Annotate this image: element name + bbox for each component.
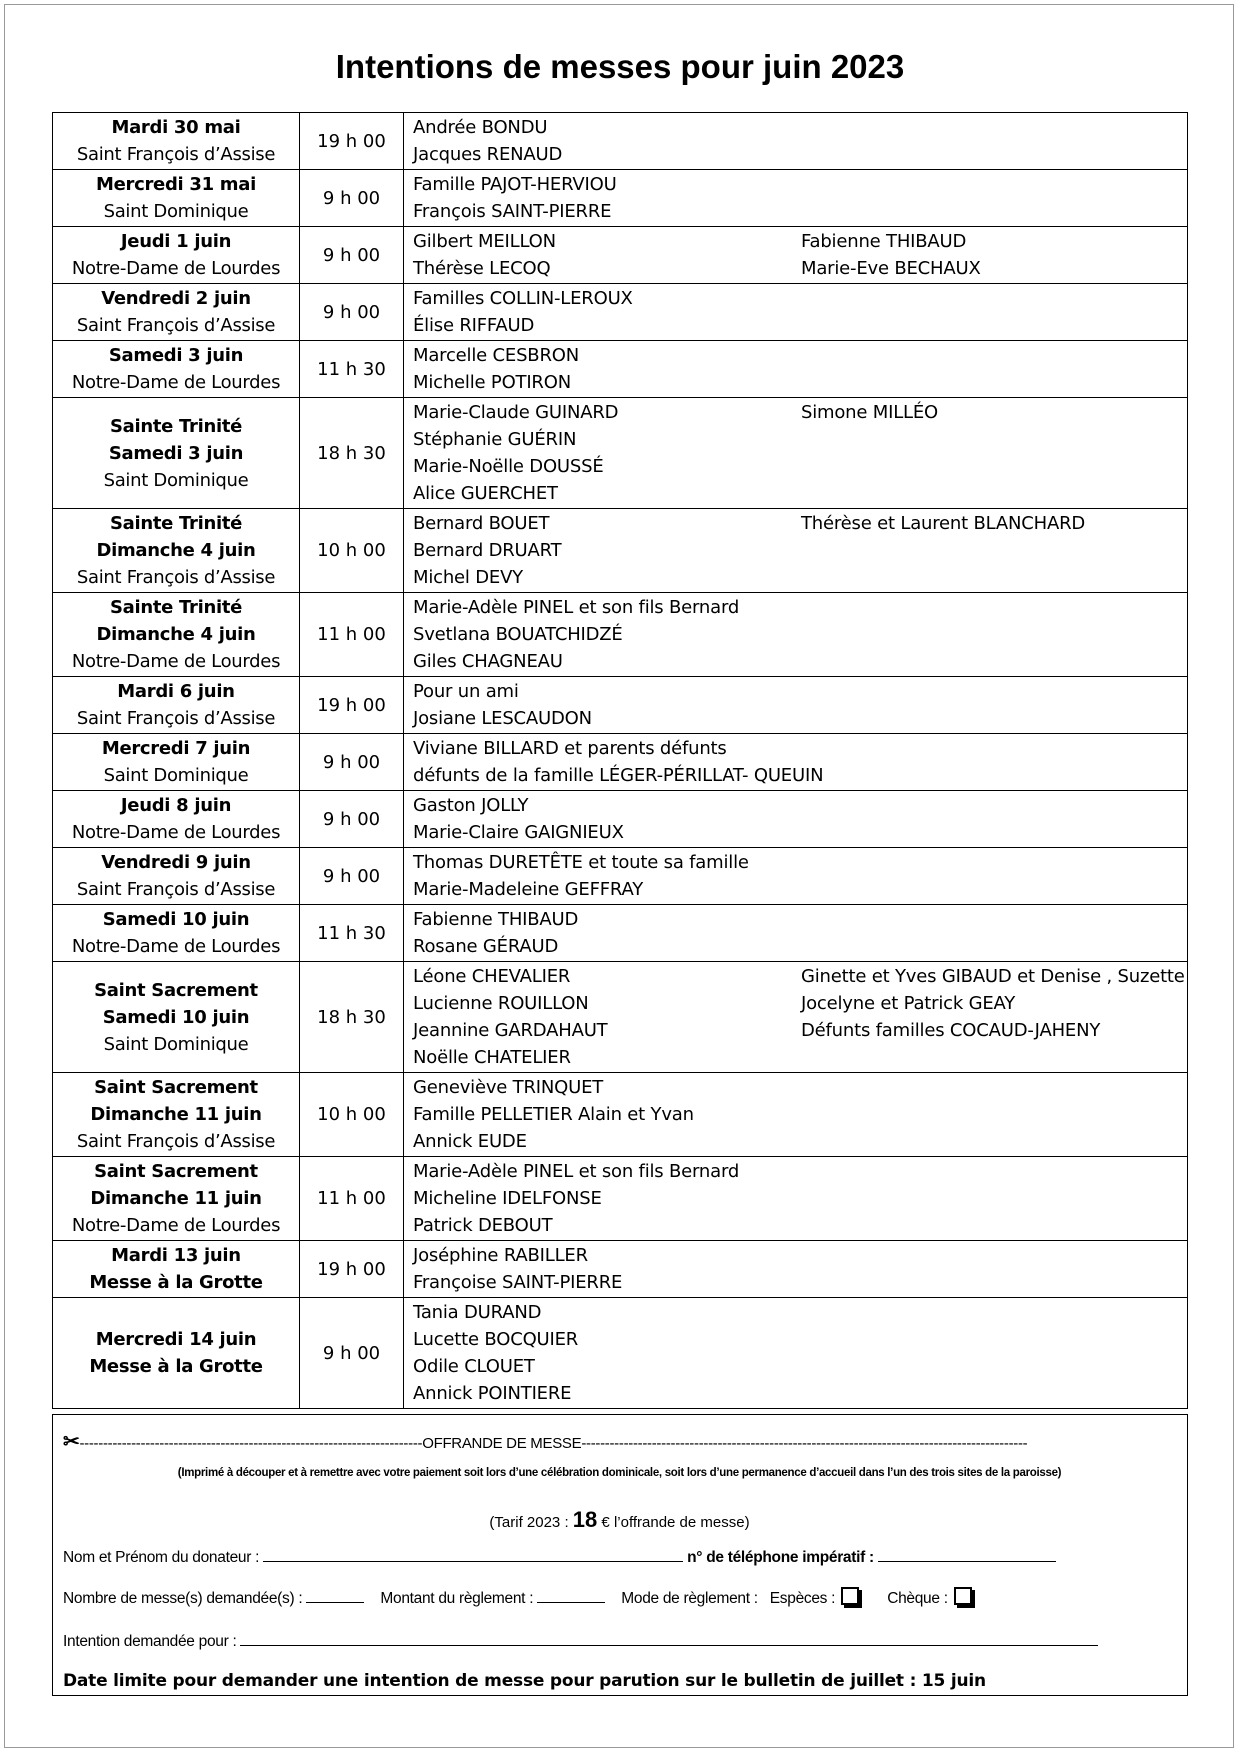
intention-name: Marie-Madeleine GEFFRAY <box>413 879 643 900</box>
mass-row <box>53 398 1188 509</box>
intention-name <box>801 705 1187 732</box>
intention-name: Thérèse et Laurent BLANCHARD <box>801 513 1086 534</box>
intention-name: Marie-Noëlle DOUSSÉ <box>413 456 604 477</box>
mass-church: Notre-Dame de Lourdes <box>71 372 281 393</box>
cash-checkbox[interactable] <box>841 1587 859 1605</box>
intentions-grid <box>404 510 1187 591</box>
intention-name <box>801 1074 1187 1101</box>
mass-day-cell <box>53 791 300 848</box>
mass-row <box>53 284 1188 341</box>
intention-name: Rosane GÉRAUD <box>413 936 559 957</box>
intention-name <box>801 1101 1187 1128</box>
intention-name: Giles CHAGNEAU <box>413 651 563 672</box>
mass-intentions-cell <box>404 1073 1188 1157</box>
mass-time: 10 h 00 <box>300 509 404 593</box>
donor-field[interactable] <box>263 1547 683 1562</box>
intentions-grid <box>404 1299 1187 1407</box>
intention-name: Famille PAJOT-HERVIOU <box>413 174 617 195</box>
mass-time: 9 h 00 <box>300 734 404 791</box>
tarif-prefix: (Tarif 2023 : <box>489 1514 573 1531</box>
mass-row <box>53 734 1188 791</box>
intention-name: Annick EUDE <box>413 1131 527 1152</box>
mass-day-label: Dimanche 4 juin <box>96 624 256 645</box>
mass-time: 9 h 00 <box>300 227 404 284</box>
mass-church: Saint François d’Assise <box>76 144 276 165</box>
cut-line-left: ------------------------------------------------------------------------- <box>79 1435 423 1452</box>
mass-row <box>53 593 1188 677</box>
mass-time: 11 h 00 <box>300 1157 404 1241</box>
intention-name: Fabienne THIBAUD <box>801 231 967 252</box>
phone-field[interactable] <box>878 1547 1056 1562</box>
mass-row <box>53 1157 1188 1241</box>
mass-day-label: Saint Sacrement <box>94 1161 258 1182</box>
mass-day-label: Mercredi 31 mai <box>96 174 256 195</box>
mass-day-cell <box>53 113 300 170</box>
deadline-notice: Date limite pour demander une intention de messe pour parution sur le bulletin de juillet : 15 juin <box>63 1671 986 1691</box>
mass-day-label: Jeudi 1 juin <box>120 231 232 252</box>
tarif-amount: 18 <box>572 1507 598 1532</box>
intention-name: Marie-Claire GAIGNIEUX <box>413 822 624 843</box>
intention-name: Bernard DRUART <box>413 540 562 561</box>
mass-day-label: Mercredi 7 juin <box>101 738 251 759</box>
mass-day-cell <box>53 1241 300 1298</box>
cut-line-right: ----------------------------------------------------------------------------------------------- <box>581 1435 1028 1452</box>
mass-row <box>53 227 1188 284</box>
intentions-grid <box>404 342 1187 396</box>
intention-name: Marie-Claude GUINARD <box>413 402 619 423</box>
mass-row <box>53 113 1188 170</box>
mass-time: 9 h 00 <box>300 170 404 227</box>
mass-day-cell <box>53 227 300 284</box>
mass-row <box>53 341 1188 398</box>
intention-name: Michelle POTIRON <box>413 372 571 393</box>
intention-name <box>801 594 1187 621</box>
intention-field[interactable] <box>240 1631 1098 1646</box>
mass-day-cell <box>53 170 300 227</box>
intention-name: Lucette BOCQUIER <box>413 1329 579 1350</box>
mass-day-label: Sainte Trinité <box>109 415 243 437</box>
intention-name <box>801 849 1187 876</box>
intention-name <box>801 312 1187 339</box>
mass-church: Saint François d’Assise <box>76 708 276 729</box>
mass-count-field[interactable] <box>306 1588 364 1603</box>
intention-name: Svetlana BOUATCHIDZÉ <box>413 624 623 645</box>
intention-name: Pour un ami <box>413 681 519 702</box>
mass-day-cell <box>53 593 300 677</box>
mass-day-label: Saint Sacrement <box>94 1077 258 1098</box>
intention-name <box>801 564 1187 591</box>
mass-intentions-cell <box>404 1241 1188 1298</box>
intention-name <box>801 141 1187 168</box>
intention-name <box>801 1212 1187 1239</box>
mass-intentions-cell <box>404 341 1188 398</box>
mass-day-label: Mardi 13 juin <box>111 1245 241 1266</box>
intention-name: Ginette et Yves GIBAUD et Denise , Suzette <box>801 966 1185 987</box>
intention-name: Marie-Eve BECHAUX <box>801 258 981 279</box>
amount-label: Montant du règlement : <box>380 1590 534 1607</box>
intention-name <box>801 735 1187 762</box>
intention-name <box>801 1242 1187 1269</box>
cash-label: Espèces : <box>769 1590 836 1607</box>
intention-name: Françoise SAINT-PIERRE <box>413 1272 623 1293</box>
intention-name <box>801 453 1187 480</box>
intention-name: Familles COLLIN-LEROUX <box>413 288 633 309</box>
mass-row <box>53 170 1188 227</box>
payment-mode-label: Mode de règlement : <box>621 1590 758 1607</box>
intentions-grid <box>404 1074 1187 1155</box>
offering-form <box>52 1414 1188 1696</box>
mass-day-cell <box>53 341 300 398</box>
intentions-grid <box>404 849 1187 903</box>
mass-church: Notre-Dame de Lourdes <box>71 936 281 957</box>
intention-name: Gilbert MEILLON <box>413 231 556 252</box>
intentions-grid <box>404 228 1187 282</box>
scissors-icon: ✂ <box>63 1431 80 1453</box>
intention-name <box>801 369 1187 396</box>
intention-name: Tania DURAND <box>413 1302 542 1323</box>
mass-row <box>53 509 1188 593</box>
form-instructions: (Imprimé à découper et à remettre avec votre paiement soit lors d’une célébration dominicale, soit lors d’une permanence d’accueil dans l’un des trois sites de la paroisse) <box>177 1467 1062 1479</box>
mass-day-label: Jeudi 8 juin <box>120 795 232 816</box>
intention-name <box>801 648 1187 675</box>
mass-time: 19 h 00 <box>300 113 404 170</box>
mass-church: Saint Dominique <box>103 469 249 491</box>
intention-name: Thomas DURETÊTE et toute sa famille <box>413 852 749 873</box>
intention-name: Élise RIFFAUD <box>413 315 535 336</box>
intention-name: Jocelyne et Patrick GEAY <box>801 993 1016 1014</box>
mass-church: Messe à la Grotte <box>89 1356 263 1377</box>
intention-name <box>801 1044 1187 1071</box>
form-tarif <box>53 1507 1186 1533</box>
intention-name: défunts de la famille LÉGER-PÉRILLAT- QUEUIN <box>413 765 824 786</box>
intention-name <box>801 1128 1187 1155</box>
intentions-grid <box>404 285 1187 339</box>
intentions-grid <box>404 171 1187 225</box>
mass-day-label: Sainte Trinité <box>109 513 243 534</box>
mass-day-label: Saint Sacrement <box>94 979 258 1001</box>
mass-day-cell <box>53 734 300 791</box>
page-title: Intentions de messes pour juin 2023 <box>335 48 905 85</box>
intention-name: Geneviève TRINQUET <box>413 1077 604 1098</box>
mass-time: 9 h 00 <box>300 791 404 848</box>
mass-day-cell <box>53 1073 300 1157</box>
mass-row <box>53 1241 1188 1298</box>
amount-field[interactable] <box>537 1588 605 1603</box>
mass-church: Saint François d’Assise <box>76 879 276 900</box>
mass-church: Saint François d’Assise <box>76 315 276 336</box>
mass-row <box>53 848 1188 905</box>
intention-name: François SAINT-PIERRE <box>413 201 612 222</box>
intention-name <box>801 906 1187 933</box>
intentions-grid <box>404 114 1187 168</box>
intention-name: Jacques RENAUD <box>413 144 563 165</box>
mass-time: 11 h 00 <box>300 593 404 677</box>
intention-name: Jeannine GARDAHAUT <box>413 1020 608 1041</box>
mass-day-label: Dimanche 4 juin <box>96 540 256 561</box>
mass-row <box>53 1073 1188 1157</box>
intention-name <box>801 285 1187 312</box>
intention-name: Marcelle CESBRON <box>413 345 579 366</box>
mass-church: Saint François d’Assise <box>76 1131 276 1152</box>
intention-name: Léone CHEVALIER <box>413 966 571 987</box>
mass-day-cell <box>53 962 300 1073</box>
intention-name: Marie-Adèle PINEL et son fils Bernard <box>413 1161 740 1182</box>
intention-name: Alice GUERCHET <box>413 483 558 504</box>
intention-label: Intention demandée pour : <box>63 1633 237 1650</box>
intention-name: Odile CLOUET <box>413 1356 535 1377</box>
intention-name: Micheline IDELFONSE <box>413 1188 602 1209</box>
cut-line <box>63 1429 1173 1454</box>
mass-time: 19 h 00 <box>300 1241 404 1298</box>
intention-name <box>801 792 1187 819</box>
intention-row <box>63 1631 1098 1651</box>
mass-day-label: Dimanche 11 juin <box>90 1188 262 1209</box>
mass-day-label: Vendredi 9 juin <box>101 852 251 873</box>
intention-name <box>801 1158 1187 1185</box>
mass-day-cell <box>53 1157 300 1241</box>
intentions-grid <box>404 1158 1187 1239</box>
mass-day-label: Samedi 10 juin <box>102 1006 250 1028</box>
mass-row <box>53 905 1188 962</box>
mass-day-cell <box>53 1298 300 1409</box>
intention-name: Bernard BOUET <box>413 513 550 534</box>
payment-row <box>63 1587 972 1608</box>
intention-name <box>801 762 1187 789</box>
mass-intentions-cell <box>404 677 1188 734</box>
mass-church: Saint François d’Assise <box>76 567 276 588</box>
mass-intentions-cell <box>404 1157 1188 1241</box>
mass-day-label: Mercredi 14 juin <box>95 1329 257 1350</box>
mass-intentions-cell <box>404 905 1188 962</box>
mass-time: 11 h 30 <box>300 905 404 962</box>
intentions-grid <box>404 399 1187 507</box>
mass-day-label: Samedi 3 juin <box>108 442 244 464</box>
intentions-grid <box>404 792 1187 846</box>
mass-church: Notre-Dame de Lourdes <box>71 822 281 843</box>
mass-row <box>53 1298 1188 1409</box>
intention-name: Josiane LESCAUDON <box>413 708 592 729</box>
intention-name <box>801 876 1187 903</box>
intention-name: Andrée BONDU <box>413 117 548 138</box>
mass-row <box>53 791 1188 848</box>
mass-intentions-cell <box>404 113 1188 170</box>
mass-schedule-table <box>52 112 1188 1409</box>
mass-day-label: Vendredi 2 juin <box>101 288 251 309</box>
mass-church: Messe à la Grotte <box>89 1272 263 1293</box>
intention-name: Simone MILLÉO <box>801 402 939 423</box>
mass-day-cell <box>53 284 300 341</box>
mass-intentions-cell <box>404 1298 1188 1409</box>
mass-intentions-cell <box>404 962 1188 1073</box>
mass-intentions-cell <box>404 791 1188 848</box>
intention-name: Stéphanie GUÉRIN <box>413 429 577 450</box>
mass-count-label: Nombre de messe(s) demandée(s) : <box>63 1590 303 1607</box>
mass-church: Saint Dominique <box>103 765 249 786</box>
intention-name: Lucienne ROUILLON <box>413 993 589 1014</box>
intentions-grid <box>404 735 1187 789</box>
intention-name <box>801 342 1187 369</box>
intention-name <box>801 1185 1187 1212</box>
cheque-checkbox[interactable] <box>954 1587 972 1605</box>
intention-name: Noëlle CHATELIER <box>413 1047 571 1068</box>
intentions-grid <box>404 963 1187 1071</box>
cheque-label: Chèque : <box>887 1590 948 1607</box>
intention-name: Patrick DEBOUT <box>413 1215 553 1236</box>
intention-name: Famille PELLETIER Alain et Yvan <box>413 1104 694 1125</box>
intention-name: Michel DEVY <box>413 567 523 588</box>
mass-time: 9 h 00 <box>300 848 404 905</box>
intention-name <box>801 1380 1187 1407</box>
intention-name <box>801 1326 1187 1353</box>
mass-intentions-cell <box>404 509 1188 593</box>
mass-church: Notre-Dame de Lourdes <box>71 651 281 672</box>
tarif-suffix: € l’offrande de messe) <box>597 1514 750 1531</box>
mass-day-label: Sainte Trinité <box>109 597 243 618</box>
mass-day-label: Dimanche 11 juin <box>90 1104 262 1125</box>
intention-name: Annick POINTIERE <box>413 1383 572 1404</box>
mass-day-label: Samedi 3 juin <box>108 345 244 366</box>
intentions-grid <box>404 594 1187 675</box>
intentions-grid <box>404 678 1187 732</box>
mass-row <box>53 962 1188 1073</box>
intention-name: Joséphine RABILLER <box>413 1245 588 1266</box>
mass-intentions-cell <box>404 284 1188 341</box>
intention-name <box>801 1269 1187 1296</box>
donor-row <box>63 1547 1056 1567</box>
mass-time: 9 h 00 <box>300 1298 404 1409</box>
cut-line-title: OFFRANDE DE MESSE <box>422 1435 582 1452</box>
mass-row <box>53 677 1188 734</box>
mass-time: 9 h 00 <box>300 284 404 341</box>
intention-name <box>801 819 1187 846</box>
intention-name <box>801 114 1187 141</box>
mass-time: 11 h 30 <box>300 341 404 398</box>
mass-day-cell <box>53 398 300 509</box>
mass-church: Saint Dominique <box>103 201 249 222</box>
intention-name: Fabienne THIBAUD <box>413 909 579 930</box>
mass-schedule-body <box>53 113 1188 1409</box>
mass-intentions-cell <box>404 848 1188 905</box>
mass-time: 10 h 00 <box>300 1073 404 1157</box>
intention-name <box>801 537 1187 564</box>
mass-day-label: Mardi 6 juin <box>117 681 235 702</box>
mass-intentions-cell <box>404 227 1188 284</box>
mass-day-cell <box>53 848 300 905</box>
intention-name <box>801 426 1187 453</box>
intentions-grid <box>404 1242 1187 1296</box>
intention-name: Thérèse LECOQ <box>413 258 551 279</box>
intention-name <box>801 621 1187 648</box>
donor-label: Nom et Prénom du donateur : <box>63 1549 260 1566</box>
intention-name <box>801 198 1187 225</box>
intention-name <box>801 1353 1187 1380</box>
mass-day-label: Samedi 10 juin <box>102 909 250 930</box>
intention-name <box>801 171 1187 198</box>
intention-name: Marie-Adèle PINEL et son fils Bernard <box>413 597 740 618</box>
mass-intentions-cell <box>404 734 1188 791</box>
intention-name: Gaston JOLLY <box>413 795 529 816</box>
mass-intentions-cell <box>404 170 1188 227</box>
mass-day-label: Mardi 30 mai <box>111 117 241 138</box>
mass-intentions-cell <box>404 593 1188 677</box>
mass-church: Saint Dominique <box>103 1033 249 1055</box>
intention-name <box>801 480 1187 507</box>
mass-time: 18 h 30 <box>300 398 404 509</box>
mass-day-cell <box>53 509 300 593</box>
intention-name <box>801 1299 1187 1326</box>
phone-label: n° de téléphone impératif : <box>687 1549 874 1566</box>
mass-day-cell <box>53 677 300 734</box>
intention-name: Défunts familles COCAUD-JAHENY <box>801 1020 1101 1041</box>
mass-intentions-cell <box>404 398 1188 509</box>
mass-time: 19 h 00 <box>300 677 404 734</box>
mass-church: Notre-Dame de Lourdes <box>71 1215 281 1236</box>
mass-church: Notre-Dame de Lourdes <box>71 258 281 279</box>
intention-name <box>801 933 1187 960</box>
intentions-grid <box>404 906 1187 960</box>
intention-name <box>801 678 1187 705</box>
mass-day-cell <box>53 905 300 962</box>
intention-name: Viviane BILLARD et parents défunts <box>413 738 727 759</box>
mass-time: 18 h 30 <box>300 962 404 1073</box>
